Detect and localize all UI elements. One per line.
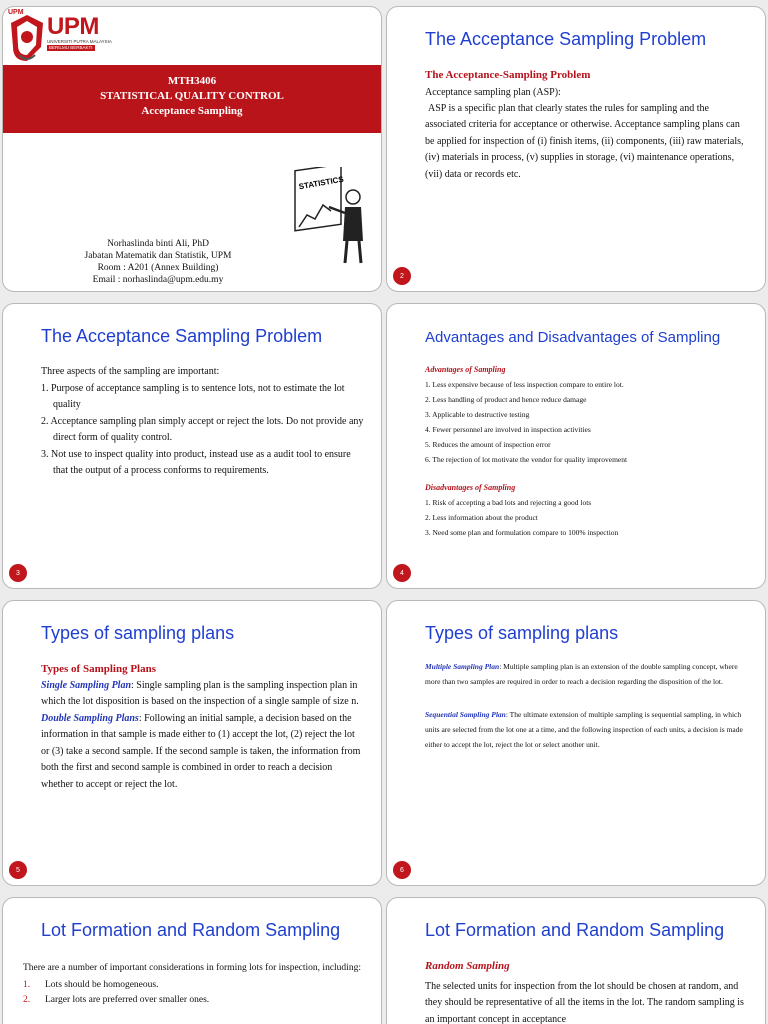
course-code: MTH3406 [167, 75, 217, 87]
double-plan-label: Double Sampling Plans [41, 712, 139, 724]
slide-title: The Acceptance Sampling Problem [425, 29, 707, 49]
slide-title: Types of sampling plans [425, 623, 619, 643]
slide-title: Lot Formation and Random Sampling [425, 920, 725, 940]
slide-body [425, 958, 749, 1024]
author-room: Room : A201 (Annex Building) [97, 263, 219, 273]
multiple-plan-paragraph [425, 659, 749, 689]
list-item: 1. Purpose of acceptance sampling is to sentence lots, not to estimate the lot quality [41, 382, 345, 410]
slide-title: Advantages and Disadvantages of Sampling [425, 329, 721, 346]
list-item: 2. Larger lots are preferred over smaller ones. [23, 995, 210, 1005]
slide-body [425, 659, 749, 752]
upm-crest-icon [7, 11, 47, 65]
author-dept: Jabatan Matematik dan Statistik, UPM [84, 251, 232, 261]
course-banner [3, 65, 381, 133]
page-number: 4 [393, 564, 411, 582]
subheading: Random Sampling [425, 960, 510, 972]
list-item: 3. Applicable to destructive testing [425, 410, 530, 419]
slide-body [41, 364, 365, 480]
slide-title: The Acceptance Sampling Problem [41, 326, 323, 346]
subheading: Types of Sampling Plans [41, 663, 157, 675]
double-plan-text: : Following an initial sample, a decision based on the information in that sample is made either to (1) accept the lot, (2) reject the lot or (3) take a second sample. If the second sample is taken, the information from both the first and second sample is combined in order to reach a decision whether to accept or reject the lot. [41, 712, 361, 790]
logo-subtitle: UNIVERSITI PUTRA MALAYSIA BERILMU BERBAKTI [47, 39, 112, 50]
multiple-plan-label: Multiple Sampling Plan [425, 662, 500, 671]
asp-paragraph: ASP is a specific plan that clearly states the rules for sampling and the associated criteria for acceptance or otherwise. Acceptance sampling plans can be applied for inspection of (i) finish items, (ii) components, (iii) raw materials, (iv) materials in process, (v) supplies in storage, (vi) maintenance operations, (vii) data or records etc. [425, 102, 744, 180]
slide-title: Lot Formation and Random Sampling [41, 920, 341, 940]
random-sampling-paragraph: The selected units for inspection from the lot should be chosen at random, and they should be representative of all the items in the lot. The random sampling is an important concept in acceptance [425, 980, 744, 1024]
intro-text: Three aspects of the sampling are important: [41, 366, 220, 377]
slide-7 [2, 897, 382, 1024]
slide-5 [2, 600, 382, 886]
slide-title: Types of sampling plans [41, 623, 235, 643]
list-item: 3. Need some plan and formulation compare to 100% inspection [425, 528, 619, 537]
logo-tag: UPM [8, 9, 24, 16]
slide-4 [386, 303, 766, 589]
author-email: Email : norhaslinda@upm.edu.my [92, 275, 224, 285]
logo-text: UPM [47, 13, 99, 40]
single-plan-paragraph [41, 678, 365, 711]
author-info [63, 238, 253, 286]
slide-body [425, 362, 749, 540]
page-number: 5 [9, 861, 27, 879]
list-item: 6. The rejection of lot motivate the vendor for quality improvement [425, 455, 628, 464]
double-plan-paragraph [41, 711, 365, 794]
aspects-list [41, 381, 365, 480]
list-item: 4. Fewer personnel are involved in inspection activities [425, 425, 591, 434]
statistics-presenter-illustration [293, 167, 371, 267]
single-plan-label: Single Sampling Plan [41, 679, 132, 691]
single-plan-text: : Single sampling plan is the sampling inspection plan in which the lot disposition is based on the inspection of a single sample of size n. [41, 679, 359, 707]
page-number: 6 [393, 861, 411, 879]
slide-3 [2, 303, 382, 589]
slide-2 [386, 6, 766, 292]
list-item: 2. Less information about the product [425, 513, 538, 522]
sequential-plan-text: : The ultimate extension of multiple sampling is sequential sampling, in which units are selected from the lot one at a time, and the following inspection of each units, a decision is made either to accept the lot, reject the lot or select another unit. [425, 710, 743, 749]
page-number: 3 [9, 564, 27, 582]
slide-6 [386, 600, 766, 886]
sequential-plan-label: Sequential Sampling Plan [425, 710, 506, 719]
slide-body [425, 67, 749, 183]
author-name: Norhaslinda binti Ali, PhD [107, 239, 209, 249]
list-item: 5. Reduces the amount of inspection error [425, 440, 551, 449]
course-name: STATISTICAL QUALITY CONTROL [100, 90, 284, 102]
advantages-heading: Advantages of Sampling [425, 365, 506, 374]
subheading: The Acceptance-Sampling Problem [425, 69, 591, 81]
upm-logo [7, 9, 117, 65]
sequential-plan-paragraph [425, 707, 749, 752]
list-item: 1. Risk of accepting a bad lots and rejecting a good lots [425, 498, 592, 507]
page-number: 2 [393, 267, 411, 285]
list-item: 3. Not use to inspect quality into product, instead use as a audit tool to ensure that the output of a process conforms to requirements. [41, 448, 351, 476]
disadvantages-heading: Disadvantages of Sampling [425, 483, 516, 492]
slide-8 [386, 897, 766, 1024]
board-label: STATISTICS [297, 174, 345, 192]
slide-body [23, 962, 365, 1008]
list-item: 2. Acceptance sampling plan simply accept or reject the lots. Do not provide any direct form of quality control. [41, 415, 364, 443]
slide-title-page [2, 6, 382, 292]
slide-body [41, 661, 365, 793]
list-item: 1. Less expensive because of less inspection compare to entire lot. [425, 380, 624, 389]
list-item: 1. Lots should be homogeneous. [23, 979, 159, 990]
list-item: 2. Less handling of product and hence reduce damage [425, 395, 587, 404]
topic: Acceptance Sampling [141, 105, 243, 117]
intro-text: There are a number of important considerations in forming lots for inspection, including: [23, 963, 361, 973]
asp-line: Acceptance sampling plan (ASP): [425, 86, 561, 98]
multiple-plan-text: : Multiple sampling plan is an extension of the double sampling concept, where more than two samples are required in order to reach a decision regarding the disposition of the lot. [425, 662, 738, 686]
